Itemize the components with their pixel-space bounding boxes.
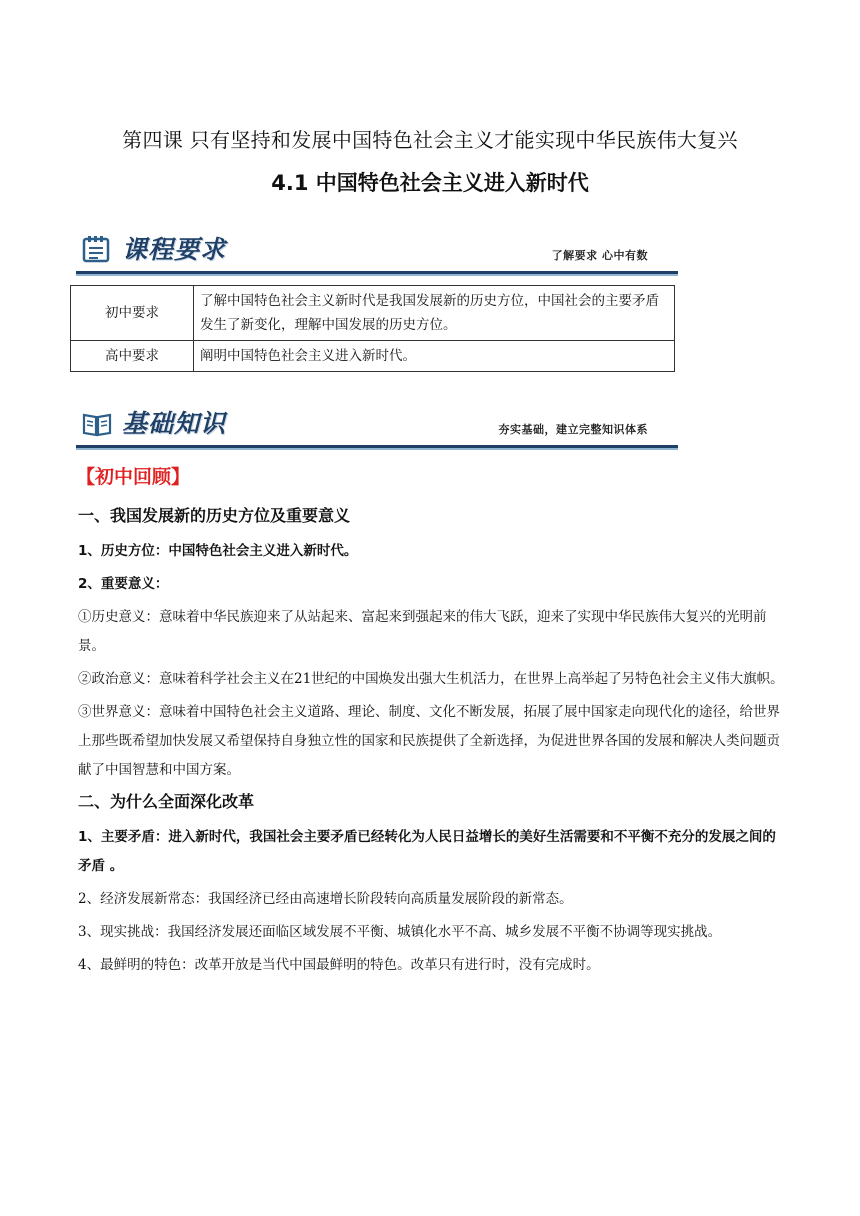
main-content	[78, 503, 786, 984]
row-label: 高中要求	[71, 341, 194, 372]
row-text: 阐明中国特色社会主义进入新时代。	[194, 341, 675, 372]
banner-title: 基础知识	[122, 409, 227, 438]
row-label: 初中要求	[71, 286, 194, 341]
paragraph: 2、经济发展新常态：我国经济已经由高速增长阶段转向高质量发展阶段的新常态。	[78, 891, 573, 907]
paragraph: ①历史意义：意味着中华民族迎来了从站起来、富起来到强起来的伟大飞跃，迎来了实现中华民族伟大复兴的光明前景。	[78, 609, 767, 654]
basic-knowledge-banner	[76, 404, 678, 450]
paragraph: ③世界意义：意味着中国特色社会主义道路、理论、制度、文化不断发展，拓展了展中国家走向现代化的途径，给世界上那些既希望加快发展又希望保持自身独立性的国家和民族提供了全新选择，为促进世界各国的发展和解决人类问题贡献了中国智慧和中国方案。	[78, 704, 780, 778]
banner-rule-accent	[76, 448, 678, 450]
notepad-icon	[82, 235, 112, 263]
open-book-icon	[82, 409, 112, 437]
paragraph: 3、现实挑战：我国经济发展还面临区域发展不平衡、城镇化水平不高、城乡发展不平衡不协调等现实挑战。	[78, 924, 722, 940]
review-heading: 【初中回顾】	[76, 466, 191, 488]
banner-slogan: 夯实基础，建立完整知识体系	[498, 423, 648, 436]
table-row	[71, 286, 675, 341]
banner-slogan: 了解要求 心中有数	[551, 249, 648, 262]
paragraph: 1、主要矛盾：进入新时代，我国社会主要矛盾已经转化为人民日益增长的美好生活需要和不平衡不充分的发展之间的矛盾 。	[78, 829, 776, 874]
course-requirements-banner	[76, 230, 678, 276]
paragraph: 1、历史方位：中国特色社会主义进入新时代。	[78, 543, 358, 559]
lesson-title: 第四课 只有坚持和发展中国特色社会主义才能实现中华民族伟大复兴	[122, 128, 738, 152]
banner-rule-accent	[76, 274, 678, 276]
table-row	[71, 341, 675, 372]
section-title: 4.1 中国特色社会主义进入新时代	[271, 171, 589, 195]
row-text: 了解中国特色社会主义新时代是我国发展新的历史方位，中国社会的主要矛盾发生了新变化，理解中国发展的历史方位。	[194, 286, 675, 341]
paragraph: 4、最鲜明的特色：改革开放是当代中国最鲜明的特色。改革只有进行时，没有完成时。	[78, 957, 600, 973]
paragraph: ②政治意义：意味着科学社会主义在21世纪的中国焕发出强大生机活力，在世界上高举起了另特色社会主义伟大旗帜。	[78, 671, 784, 687]
requirements-table	[70, 285, 675, 372]
banner-title: 课程要求	[122, 235, 227, 264]
section-heading: 一、我国发展新的历史方位及重要意义	[78, 506, 351, 525]
section-heading: 二、为什么全面深化改革	[78, 792, 255, 811]
paragraph: 2、重要意义：	[78, 576, 169, 592]
